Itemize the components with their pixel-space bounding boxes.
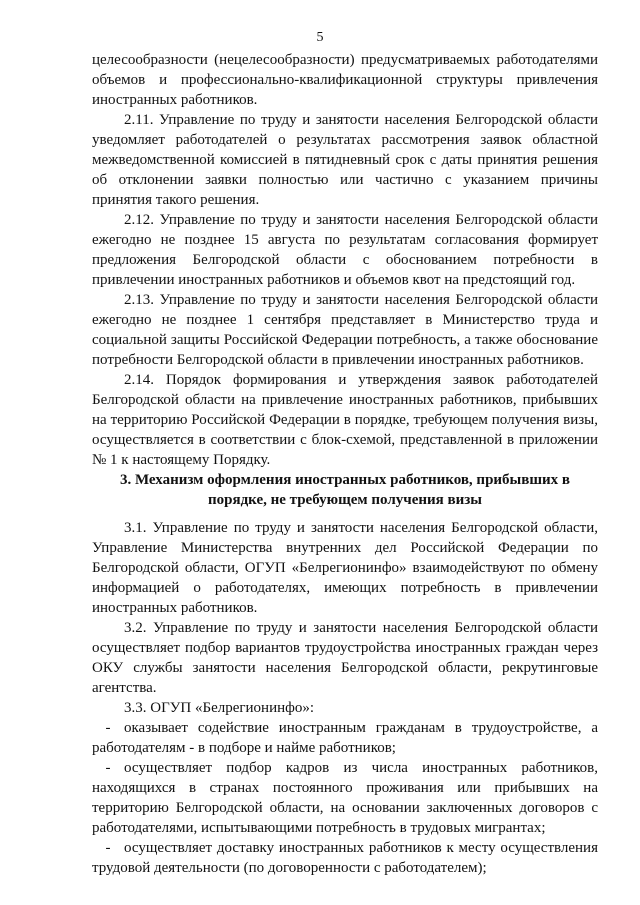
paragraph-2-13: 2.13. Управление по труду и занятости населения Белгородской области ежегодно не позднее 1 сентября представляет в Министерство труда и социальной защиты Российской Федерации потребность, а также обоснование потребности Белгородской области в привлечении иностранных работников. [92,292,598,368]
list-item-text: оказывает содействие иностранным гражданам в трудоустройстве, а работодателям - в подборе и найме работников; [92,720,598,756]
section-heading-line-1: 3. Механизм оформления иностранных работников, прибывших в [119,472,571,488]
body-text-top [92,50,598,470]
list-item [92,758,598,838]
page-number: 5 [316,30,324,45]
dash-marker: - [105,840,111,856]
paragraph-continuation: целесообразности (нецелесообразности) предусматриваемых работодателями объемов и профессионально-квалификационной структуры привлечения иностранных работников. [92,52,598,108]
dash-marker: - [105,720,111,736]
paragraph-2-14: 2.14. Порядок формирования и утверждения заявок работодателей Белгородской области на привлечение иностранных работников, прибывших на территорию Российской Федерации в порядке, требующем получения визы, осуществляется в соответствии с блок-схемой, представленной в приложении № 1 к настоящему Порядку. [92,372,598,468]
section-heading [92,470,598,510]
list-item-text: осуществляет доставку иностранных работников к месту осуществления трудовой деятельности (по договоренности с работодателем); [92,840,598,876]
section-heading-line-2: порядке, не требующем получения визы [207,492,482,508]
list-item [92,838,598,878]
paragraph-2-12: 2.12. Управление по труду и занятости населения Белгородской области ежегодно не позднее 15 августа по результатам согласования формирует предложения Белгородской области с обоснованием потребности в привлечении иностранных работников и объемов квот на предстоящий год. [92,212,598,288]
list-item [92,718,598,758]
body-text-section [92,518,598,878]
list-item-text: осуществляет подбор кадров из числа иностранных работников, находящихся в странах постоянного проживания или прибывших на территорию Белгородской области, на основании заключенных договоров с работодателями, испытывающими потребность в трудовых мигрантах; [92,760,598,836]
paragraph-2-11: 2.11. Управление по труду и занятости населения Белгородской области уведомляет работодателей о результатах рассмотрения заявок областной межведомственной комиссией в пятидневный срок с даты принятия решения об отклонении заявки полностью или частично с указанием причины принятия такого решения. [92,112,598,208]
dash-marker: - [105,760,111,776]
paragraph-3-3: 3.3. ОГУП «Белрегионинфо»: [124,700,315,716]
paragraph-3-1: 3.1. Управление по труду и занятости населения Белгородской области, Управление Министерства внутренних дел Российской Федерации по Белгородской области, ОГУП «Белрегионинфо» взаимодействуют по обмену информацией о работодателях, имеющих потребность в привлечении иностранных работников. [92,520,598,616]
paragraph-3-2: 3.2. Управление по труду и занятости населения Белгородской области осуществляет подбор вариантов трудоустройства иностранных граждан через ОКУ службы занятости населения Белгородской области, рекрутинговые агентства. [92,620,598,696]
